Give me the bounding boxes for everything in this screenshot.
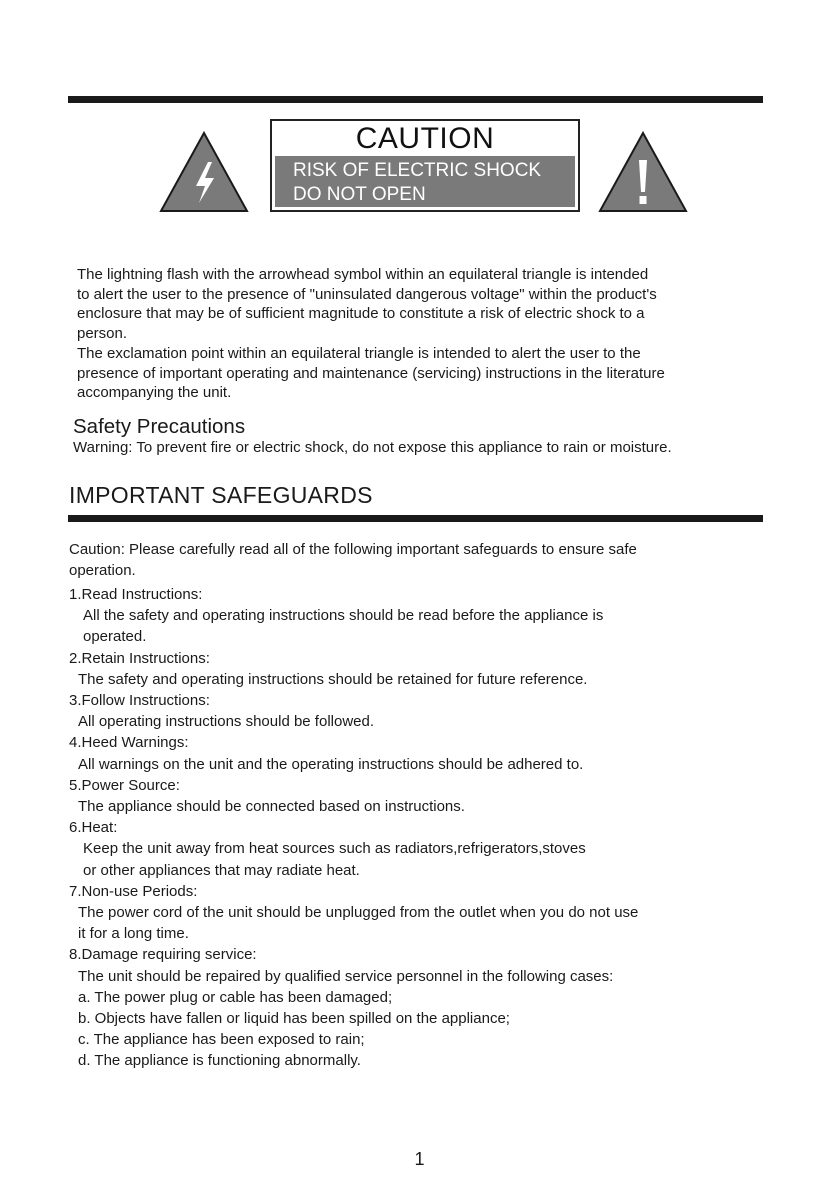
caution-warning-band	[275, 156, 575, 207]
item-text: b. Objects have fallen or liquid has been spilled on the appliance;	[78, 1010, 510, 1028]
explanation-line: The lightning flash with the arrowhead symbol within an equilateral triangle is intended	[77, 266, 649, 283]
item-text: The unit should be repaired by qualified service personnel in the following cases:	[78, 967, 614, 985]
item-text: All warnings on the unit and the operating instructions should be adhered to.	[78, 755, 584, 773]
item-text: it for a long time.	[78, 925, 189, 943]
item-title-read-instructions: 1.Read Instructions:	[69, 586, 203, 603]
exclamation-triangle-icon	[597, 130, 689, 214]
explanation-line: person.	[77, 325, 128, 343]
item-title-damage-requiring-service: 8.Damage requiring service:	[69, 946, 257, 964]
caution-label	[270, 119, 580, 212]
intro-line: Caution: Please carefully read all of the following important safeguards to ensure safe	[69, 541, 637, 558]
safeguards-intro	[69, 540, 637, 581]
explanation-line: to alert the user to the presence of "uninsulated dangerous voltage" within the product's	[77, 285, 657, 303]
item-text: operated.	[83, 628, 147, 646]
explanation-line: accompanying the unit.	[77, 384, 232, 402]
item-text: a. The power plug or cable has been damaged;	[78, 988, 393, 1006]
item-text: The appliance should be connected based on instructions.	[78, 798, 465, 816]
item-title-follow-instructions: 3.Follow Instructions:	[69, 692, 210, 710]
explanation-line: The exclamation point within an equilateral triangle is intended to alert the user to the	[77, 344, 641, 362]
safety-warning: Warning: To prevent fire or electric shock, do not expose this appliance to rain or moisture.	[73, 439, 672, 456]
top-divider	[68, 96, 763, 103]
item-title-power-source: 5.Power Source:	[69, 776, 180, 794]
item-text: All operating instructions should be followed.	[78, 713, 375, 731]
caution-line-1: RISK OF ELECTRIC SHOCK	[293, 160, 542, 181]
symbol-explanation	[77, 265, 757, 403]
item-text: Keep the unit away from heat sources such as radiators,refrigerators,stoves	[83, 840, 586, 858]
caution-title: CAUTION	[355, 122, 495, 155]
page-number: 1	[414, 1149, 425, 1169]
explanation-line: presence of important operating and maintenance (servicing) instructions in the literature	[77, 364, 665, 382]
lightning-bolt-triangle-icon	[158, 130, 250, 214]
item-text: c. The appliance has been exposed to rain;	[78, 1031, 365, 1049]
item-title-heat: 6.Heat:	[69, 819, 118, 837]
item-title-heed-warnings: 4.Heed Warnings:	[69, 734, 189, 752]
item-title-retain-instructions: 2.Retain Instructions:	[69, 649, 210, 667]
important-safeguards-heading: IMPORTANT SAFEGUARDS	[69, 482, 373, 508]
explanation-line: enclosure that may be of sufficient magnitude to constitute a risk of electric shock to a	[77, 305, 645, 323]
intro-line: operation.	[69, 561, 136, 579]
item-text: The power cord of the unit should be unplugged from the outlet when you do not use	[78, 904, 639, 922]
caution-line-2: DO NOT OPEN	[293, 184, 426, 205]
safeguards-list	[69, 584, 638, 1072]
item-text: The safety and operating instructions should be retained for future reference.	[78, 670, 588, 688]
item-text: d. The appliance is functioning abnormally.	[78, 1052, 361, 1070]
safeguards-divider	[68, 515, 763, 522]
item-title-non-use-periods: 7.Non-use Periods:	[69, 882, 198, 900]
safety-precautions-heading: Safety Precautions	[73, 415, 246, 438]
item-text: or other appliances that may radiate heat.	[83, 861, 360, 879]
item-text: All the safety and operating instructions should be read before the appliance is	[83, 607, 604, 625]
